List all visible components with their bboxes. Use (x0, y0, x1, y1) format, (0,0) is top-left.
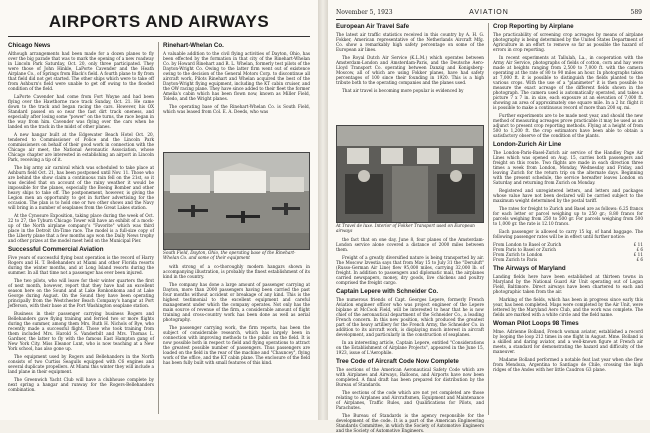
title-rule (8, 36, 310, 37)
rates-table (493, 242, 643, 262)
paragraph: The Greenwich Yacht Club will have a clubhouse complete by next spring a hangar and runway for the Rogers-Bellehanders combination. (8, 377, 154, 392)
section-heading-lepere: Captain Lepere with Schneider Co. (336, 288, 439, 295)
paragraph: with strong of a co-thoroughly modern hangars shown in accompanying illustration, is probably the finest establishment of its kind in the country. (163, 264, 310, 279)
paragraph: That air travel is becoming more popular is evidenced by (342, 88, 464, 93)
paragraph: The company has done a large amount of passenger carrying at Dayton, more than 2000 passengers having been carried the past four months without accident or breakage of any kind. This is the highest testimonial to the excellent equipment and careful management under which the company operates. Not only has the main source of revenue of the firm, a considerable amount of flight training and cross-country work has been done as well as aerial photography. (163, 282, 310, 322)
left-column-top (336, 23, 484, 123)
paragraph: The two pilots, who will leave for their winter quarters the first of next month, however, report that they have had an excellent season here on the Sound and at Lake Ronkonkoma and at Lake George during August. On the Sound they have been operating principally from the Westchester Beach Company's hangar at Port Jefferson, with their base at the Port Washington seaplane station. (8, 278, 154, 308)
right-column-bottom (163, 264, 310, 414)
section-heading-safe: European Air Travel Safe (336, 23, 410, 30)
table-cell: £ 11 (633, 242, 643, 247)
section-heading-chicago: Chicago News (8, 42, 51, 49)
section-heading-london: London-Zurich Air Line (493, 141, 562, 148)
table-cell: From Zurich to Paris (493, 257, 538, 262)
paragraph: The sections of the code which are not yet completed are those relating to Airplanes and Aircraftsmen, Equipment and Maintenance of Airplanes, Traffic Rules, and Qualifications for Pilots, and Parachutes. (336, 390, 484, 410)
paragraph: Madame Bolland performed a notable feat last year when she flew from Mendoza, Argentina to Santiago de Chile, crossing the high ridges of the Andes with her little Caudron G3 plane. (493, 357, 643, 372)
paragraph: The passenger carrying work, the firm reports, has been the subject of considerable research, which has largely been in connection with improving methods to the public on the field. It is now possible both in respect to field and flying operations to attract the greatest possible number of passengers. Thus passengers are loaded on the field in the rear of the machine and "Chauncey", flying work of the office, and the KT cabin plane. The enclosure of the field has been fully built with small features of this kind. (163, 325, 310, 365)
paragraph: The equipment used by Rogers and Bellehanders in the North consists of two Curtiss Seagulls equipped with C6 engines and several duplicate propellers. At Miami this winter they will include a land plane in their equipment. (8, 354, 154, 374)
paragraph: Business in their passenger carrying business Rogers and Bellehanders gave flying training and ferried two or more flights during the summer, among them Mrs. Ruth H. Nichols of Rye, who recently made a successful flight. Those who took training from them included Mrs. Harold S. Vanderbilt and Mrs. Thomas L. Gardner, the latter to fly with the famous East Hampton gang of New York City. Miss Eleanor Lunt, who is now teaching at a New York school, has also gone up. (8, 311, 154, 351)
right-column (493, 23, 643, 415)
table-cell: From Zurich to London (493, 252, 543, 257)
page-number: 589 (630, 9, 642, 16)
section-heading-rinehart: Rinehart-Whelan Co. (163, 42, 224, 49)
paragraph: The Royal Dutch Air Service (K.L.M.) which operates between Amsterdam-London and Amsterdam-Paris, and the Deutsche Aero-Lloyd Transport Co. operating between Danzig and Konigsberg-Moscow, all of which are using Fokker planes, have had safety percentages of 100 since their founding in 1920. This is a high tribute both to the operating companies and the planes used. (336, 55, 484, 85)
right-column-top (163, 42, 310, 150)
section-heading-airways: The Airways of Maryland (493, 265, 566, 272)
paragraph: the fact that on one day, June 8, four planes of the Amsterdam-London service alone covered a distance of 2000 miles between them. (336, 237, 484, 252)
right-page (328, 0, 650, 433)
paragraph: LaPorte Cavender had come from Fort Wayne and had been flying over the Hawthorne race track Sunday, Oct. 21. He came down to the track and began racing the cars. However, his OX Standard passed on so near the fast dirt track oneness, and especially after losing some "power" on the turns, the race began in the way from him. Cavender was flying over the cars when he landed on the track in the midst of other planes. (8, 94, 154, 129)
paragraph: At the Cynosure Exposition, taking place during the week of Oct. 22 to 27, the Tyburn Chicago Tower will have an exhibit of a mock-up of the North airplane company's "Favorite" which was third place in the Detroit On-Time race. The model is a full-size copy of the Liberty plane that a few months ago won the Daily News trophy and other prizes at the model meet held on the Municipal Pier. (8, 213, 154, 243)
issue-date: November 5, 1923 (336, 9, 393, 16)
left-column-bottom (336, 237, 484, 433)
paragraph: The latest air traffic statistics received in this country by A. H. G. Fokker, American representative of the Netherlands Aircraft Mfg. Co. show a remarkably high safety percentage on some of the European air lines. (336, 32, 484, 52)
table-cell: £ 6 (636, 257, 643, 262)
paragraph: The Bureau of Standards is the agency responsible for the development of the code. It is a part of the American Engineering Standards Committee, in which the Society of Automotive Engineers and the Society of Automotive Engineers. (336, 413, 484, 433)
paragraph: Five years of successful flying boat operation is the record of Harry Rogers and H. T. Bellehanders at Miami and other Florida resorts during the winter months, and at Long Island resorts during the summer. In all that time not a passenger has ever been injured. (8, 255, 154, 275)
paragraph: A new hangar built at the Edgewater Beach Hotel Oct. 20, tendered to Commissioner of Police and the Lincoln Park commissioners on behalf of their good work in connection with the Chicago air meet, the National Aeronautic Association, whose Chicago chapter are interested in establishing an airport in Lincoln Park, receiving a tip of it. (8, 132, 154, 162)
table-row (493, 257, 643, 262)
paragraph: In an interesting article, Captain Lepere, entitled "Considerations on the Establishment of Airplane Projects", appeared in the June 15, 1923, issue of L'Aerophile. (336, 340, 484, 355)
paragraph: The practicability of screening crop acreages by means of airplane photography is being determined by the United States Department of Agriculture in an effort to remove so far as possible the hazard of errors in crop reporting. (493, 32, 643, 52)
paragraph: The numerous friends of Capt. Georges Lepere, formerly French Aviation engineer officer who was project engineer of the Lepere biplane at McCook Field, will be interested to hear that he is now chief of the aeronautical department of the Schneider Co., a leading French concern. In this new position, which produced the greatest part of the heavy artillery for the French Army, the Schneider Co. in addition to its aircraft work, is displaying much interest in aircraft development, and particularly in the construction of seaplanes. (336, 297, 484, 337)
paragraph: Each passenger is allowed to carry 15 kg. of hand baggage. The following passenger rates will be in effect until further notice: (493, 229, 643, 239)
paragraph: The London-Paris-Basel-Zurich air service of the Handley Page Air Lines which was opened on Aug. 15, carries both passengers and freight on this route. Two flights are made in each direction three times a week from London, Monday, Wednesday and Friday, and leaving Zurich for the return trip on the alternate days. Beginning with the present schedule, the service hereafter leaves London on Saturday and returning from Zurich on Monday. (493, 150, 643, 185)
magazine-name: AVIATION (469, 9, 509, 16)
cabin-image (337, 126, 483, 222)
table-cell: From London to Basel or Zurich (493, 242, 562, 247)
cabin-photo (336, 125, 484, 223)
header-rule (336, 19, 642, 20)
table-cell: From Paris to Basel or Zurich (493, 247, 556, 252)
section-heading-woman: Woman Pilot Loops 98 Times (493, 320, 579, 327)
page-gutter (318, 0, 328, 420)
paragraph: The rates for freight to Zurich and Basel are as follows: 6.25 francs for each letter or parcel weighing up to 250 gr.; 8.80 francs for parcels weighing from 250 to 500 gr. For parcels weighing from 500 to 1,000 gr. the rate is 12.10 francs. (493, 206, 643, 226)
left-column (8, 42, 154, 414)
paragraph: Freight of a greatly diversified nature is being transported by air. The Moscow Izvestia says that from May 15 to July 31 the "Deruluft" (Russo-German Air Line) flew 95,000 miles, carrying 32,000 lb. of freight. In addition to passengers and diplomatic mail, the airplanes carried newspapers, money, dry goods, live chickens and poultry comprised the freight cargo. (336, 255, 484, 285)
paragraph: Further experiments are to be made next year, and should the new method of measuring acreages prove practicable it may be used as an adjunct to present crop reporting methods. Flying at a height of from 500 to 1,200 ft. the crop estimators have been able to obtain a satisfactory observe of the condition of the plants. (493, 113, 643, 138)
paragraph: The sections of the American Aeronautical Safety Code which are with Airplanes and Airways, Balloons, and Airports have now been completed. A final draft has been prepared for distribution by the Bureau of Standards. (336, 367, 484, 387)
paragraph: In recent experiments at Tallulah, La., in cooperation with the Army Air Service, photographs of fields of cotton, corn and hay were made at heights ranging from 2,500 to 7,000 ft. with the camera operating at the rate of 80 to 90 miles an hour. In photographs taken at 7,000 ft. it is possible to distinguish the fields planted to the various crops. With the use of a "planimeter" it is then possible to measure the exact acreage of the different fields shown in the photograph. The camera used is automatically operated, and takes a picture 7 x 7 in. in size, each exposure at an elevation of 7,000 ft. showing an area of approximately one square mile. In a 2 hr. flight it is possible to make a continuous record of more than 200 sq. mi. (493, 55, 643, 110)
column-divider (488, 23, 489, 415)
airfield-photo (163, 152, 310, 250)
photo-caption: South Field, Dayton, Ohio, the operating base of the Rinehart-Whelan Co. and some of their equipment (163, 250, 296, 260)
column-divider (158, 42, 159, 414)
page-title: AIRPORTS AND AIRWAYS (48, 12, 270, 31)
paragraph: The big army air carnival which was scheduled to take place at Ashburn field Oct. 21, has been postponed until Nov. 11. Those who are behind the show claim a continuous rain fell on the 21st, so it was decided that on account of the rainy weather it would be impossible for the planes, especially the Boeing Bomber and other heavy ships to take off. The postponement, however, is giving the Legion men an opportunity to get in further advertising for the occasion. The plan is to hold one or two other shows and the Navy will bring in a number of seaplanes from the Great Lakes station. (8, 165, 154, 210)
section-heading-commercial: Successful Commercial Aviation (8, 246, 104, 253)
paragraph: A valuable addition to the civil flying activities of Dayton, Ohio, has been effected by the formation in that city of the Rinehart-Whelan Co. by Howard Rinehart and R. L. Whelan, formerly test pilots of the Dayton-Wright Co. Owing to the latter firm went out of existence owing to the decision of the General Motors Corp. to discontinue all aircraft work, Pilots Rinehart and Whelan acquired the best of the Dayton-Wright flying equipment, including the KT cabin cruiser, and the OW racing plane. They have since added to their fleet the former Amelia's cabin which has been flown now, known as Miller Field, Toledo, and the Wright planes. (163, 51, 310, 101)
table-cell: £ 6 (636, 247, 643, 252)
paragraph: The operating base of the Rinehart-Whelan Co. is South Field, which was leased from Col. E. A. Deeds, who was (163, 104, 310, 114)
paragraph: Landing fields here have been established at thirteen towns in Maryland by the National Guard Air Unit operating out of Logan Field, Baltimore. Direct airways have been chartered to each and photographic taken from the air. (493, 274, 643, 294)
paragraph: Mme. Adrienne Bolland, French woman aviator, established a record by looping the loop 212 times in one flight in August. Mme. Bolland is a skilled and daring aviator, and a well-known figure at French air meets, a standard for demonstrating the hazard and difficulty of the maneuver. (493, 329, 643, 354)
paragraph: Marking of the fields, which has been in progress since early this year, has been completed. Maps were completed by the Air Unit, were lettered by the Maryland Aero Club, and the work was complete. The fields are marked with a white circle and the field name. (493, 297, 643, 317)
photo-caption: At Travel de luxe. Interior of Fokker Transport used on European airways (336, 223, 475, 233)
table-cell: £ 11 (633, 252, 643, 257)
section-heading-crop: Crop Reporting by Airplane (493, 23, 574, 30)
airfield-image (164, 153, 309, 249)
paragraph: Although arrangements had been made for a dozen planes to fly over the big parade that was to mark the opening of a new roadway in Lincoln Park Saturday, Oct. 20, only three participated. They were those of John Hinkle, LaPorte Cavender and the Heath Airplane Co., of Springs from Black's field. A fourth plane to fly from that field did not get started. The other ships which were to take off from Ashburn's field were unable to get off owing to the flooded condition of the field. (8, 51, 154, 91)
paragraph: Registered and unregistered letters, and letters and packages whose value have not been declared will be carried subject to the maximum weight determined by the postal tariff. (493, 188, 643, 203)
running-head (336, 8, 642, 18)
section-heading-code: Tree Code of Aircraft Code Now Complete (336, 358, 459, 365)
left-page (0, 0, 318, 420)
